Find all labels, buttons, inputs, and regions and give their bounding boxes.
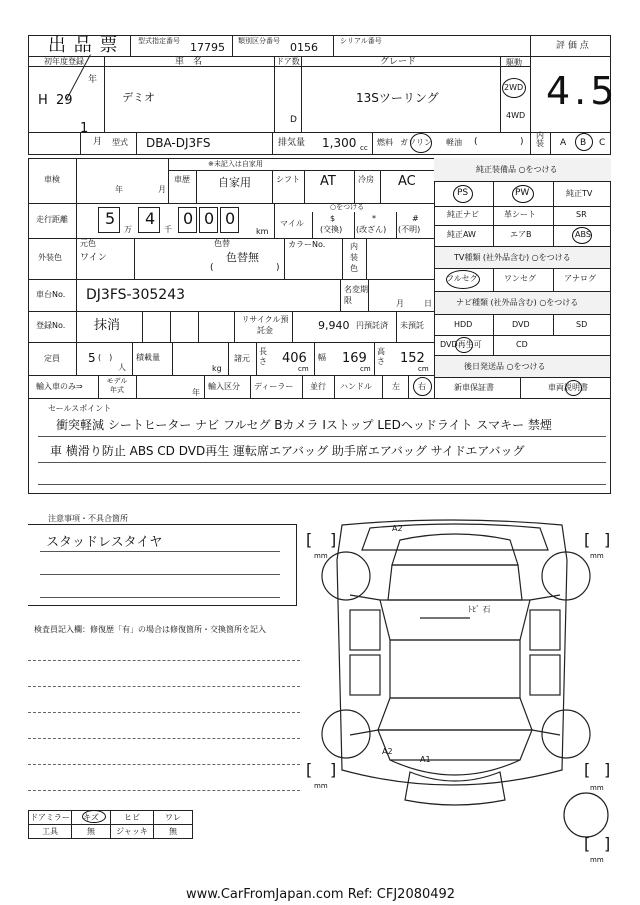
sales-line-1: 衝突軽減 シートヒーター ナビ フルセグ Bカメラ Iストップ LEDヘッドライト スマキー 禁煙	[56, 418, 552, 432]
equip-abs-circle	[572, 227, 592, 244]
dealer-label: ディーラー	[254, 382, 294, 391]
grade-label: グレード	[380, 57, 417, 67]
tread-fl-close: ]	[330, 530, 337, 549]
interior-grade-label: 内装	[536, 131, 544, 148]
model-type: DBA-DJ3FS	[146, 136, 211, 150]
ac-label: 冷房	[358, 175, 374, 184]
navi-hdd: HDD	[454, 320, 473, 329]
interior-c: C	[599, 138, 606, 148]
equip-abs: ABS	[575, 230, 591, 239]
diesel-paren-close: )	[520, 137, 524, 147]
repaint-label: 色替	[214, 239, 230, 248]
shift-value: AT	[320, 174, 336, 189]
interior-color-label: 内装色	[350, 242, 358, 273]
mileage-exchange: (交換)	[320, 225, 343, 234]
mile-label: マイル	[280, 219, 304, 228]
equip-sr: SR	[576, 210, 587, 219]
navi-cd: CD	[516, 340, 528, 349]
navi-sd: SD	[576, 320, 588, 329]
docs-manual-circle	[565, 380, 582, 396]
import-year: 年	[192, 388, 200, 397]
model-year-label: モデル年式	[106, 377, 128, 394]
navi-dvd-play: DVD再生可	[440, 340, 482, 349]
height-label: 高さ	[377, 347, 385, 366]
sales-label: セールスポイント	[48, 404, 112, 413]
equip-aw: 純正AW	[447, 230, 476, 239]
mirror-table	[28, 810, 193, 839]
inspection-month: 月	[158, 185, 166, 194]
mileage-dollar: $	[330, 214, 336, 223]
mileage-label: 走行距離	[36, 215, 68, 224]
first-reg-label: 初年度登録	[44, 57, 84, 66]
repaint-value: 色替無	[226, 251, 259, 264]
recycle-none: 未預託	[400, 321, 424, 330]
jack-value: 無	[154, 825, 193, 839]
width-value: 169	[342, 351, 367, 366]
load-label: 積載量	[136, 353, 160, 362]
mirror-scratch: キズ	[72, 811, 111, 825]
mileage-sen: 千	[164, 225, 172, 234]
tread-rl-open: [	[306, 760, 313, 779]
drive-label: 駆動	[506, 58, 522, 67]
interior-b: B	[580, 138, 587, 148]
docs-title: 後日発送品 ○をつける	[464, 362, 546, 371]
diesel-paren-open: (	[474, 137, 478, 147]
capacity-paren: ( )	[98, 353, 113, 362]
navi-dvd: DVD	[512, 320, 530, 329]
chassis-label: 車台No.	[36, 290, 66, 299]
docs-warranty: 新車保証書	[454, 383, 494, 392]
serial-label: シリアル番号	[340, 37, 382, 45]
doors-value: D	[290, 115, 297, 125]
fuel-gasoline-circle	[410, 133, 432, 153]
damage-a1: A1	[420, 755, 431, 764]
reg-value: 抹消	[94, 318, 121, 333]
exterior-label: 外装色	[38, 253, 62, 262]
height-unit: cm	[418, 365, 429, 373]
equip-ps-circle	[453, 185, 473, 203]
reg-label: 登録No.	[36, 321, 66, 330]
mileage-hash: #	[412, 214, 419, 223]
equip-navi: 純正ナビ	[447, 210, 479, 219]
mirror-crack: ヒビ	[111, 811, 154, 825]
mileage-star: *	[372, 214, 376, 223]
displacement: 1,300	[322, 136, 357, 150]
mileage-digit-4-value: 0	[204, 209, 215, 228]
tread-fr-close: ]	[604, 530, 611, 549]
tools-label: 工具	[29, 825, 72, 839]
equip-leather: 革シート	[504, 210, 536, 219]
model-type-label: 型式	[112, 138, 128, 147]
load-kg: kg	[212, 364, 222, 373]
length-unit: cm	[298, 365, 309, 373]
width-unit: cm	[360, 365, 371, 373]
grade-value: 13Sツーリング	[356, 91, 439, 105]
orig-color: ワイン	[80, 253, 107, 263]
history-label: 車歴	[174, 175, 190, 184]
tread-fl-open: [	[306, 530, 313, 549]
ac-value: AC	[398, 174, 416, 189]
tread-rr-open: [	[584, 760, 591, 779]
handle-label: ハンドル	[340, 382, 372, 391]
chassis-value: DJ3FS-305243	[86, 287, 186, 303]
equip-title: 純正装備品 ○をつける	[476, 165, 558, 174]
inspection-year: 年	[115, 185, 123, 194]
tread-fr-unit: mm	[590, 552, 604, 560]
damage-a2-top: A2	[392, 524, 403, 533]
mileage-unknown: (不明)	[398, 225, 421, 234]
damage-a2-bottom: A2	[382, 747, 393, 756]
length-label: 長さ	[259, 347, 267, 366]
handle-right: 右	[418, 382, 426, 391]
color-no-label: カラーNo.	[288, 240, 326, 249]
page-title: 出 品 票	[48, 35, 119, 56]
tread-rr-unit: mm	[590, 784, 604, 792]
height-value: 152	[400, 351, 425, 366]
parallel-label: 並行	[310, 382, 326, 391]
car-name: デミオ	[122, 91, 155, 104]
car-name-label: 車 名	[175, 57, 203, 67]
tread-rr-close: ]	[604, 760, 611, 779]
jack-label: ジャッキ	[111, 825, 154, 839]
import-label: 輸入車のみ⇒	[36, 382, 83, 391]
mileage-digit-5-value: 0	[225, 209, 236, 228]
sales-line-2: 車 横滑り防止 ABS CD DVD再生 運転席エアバッグ 助手席エアバッグ サイドエアバッグ	[50, 444, 525, 458]
tv-oneseg: ワンセグ	[504, 274, 536, 283]
equip-pw-circle	[512, 185, 534, 203]
history-value: 自家用	[218, 176, 251, 189]
model-code: 17795	[190, 41, 225, 54]
tv-analog: アナログ	[564, 274, 596, 283]
year-unit: 年	[88, 75, 98, 85]
tread-spare-close: ]	[604, 834, 611, 853]
fuel-value: ガソリン	[400, 138, 432, 147]
mirror-label: ドアミラー	[29, 811, 72, 825]
tread-spare-open: [	[584, 834, 591, 853]
notes-label: 注意事項・不具合箇所	[48, 514, 128, 523]
length-value: 406	[282, 351, 307, 366]
tv-fullseg: フルセグ	[446, 274, 478, 283]
history-note: ※未記入は自家用	[208, 160, 263, 168]
tread-rl-close: ]	[330, 760, 337, 779]
tread-rl-unit: mm	[314, 782, 328, 790]
recycle-unit: 円預託済	[356, 321, 388, 330]
tread-fl-unit: mm	[314, 552, 328, 560]
class-code-label: 類別区分番号	[238, 37, 280, 45]
mileage-km: km	[256, 227, 269, 236]
equip-pw: PW	[515, 188, 530, 198]
mileage-digit-2-value: 4	[145, 209, 156, 228]
mileage-altered: (改ざん)	[356, 225, 387, 234]
interior-b-circle	[575, 133, 593, 151]
dims-label: 諸元	[234, 354, 250, 363]
orig-color-label: 元色	[80, 239, 96, 248]
mileage-man: 万	[124, 225, 132, 234]
era: H	[38, 93, 48, 108]
handle-right-circle	[413, 377, 432, 396]
mirror-break: ワレ	[154, 811, 193, 825]
tv-title: TV種類 (社外品含む) ○をつける	[454, 253, 571, 262]
expiry-day: 日	[424, 299, 432, 308]
equip-tv: 純正TV	[566, 189, 593, 198]
shift-label: シフト	[276, 175, 300, 184]
tread-spare-unit: mm	[590, 856, 604, 864]
inspection-label: 車検	[44, 175, 60, 184]
drive-4wd: 4WD	[506, 111, 526, 120]
mileage-circle-note: ○をつける	[330, 203, 365, 211]
recycle-value: 9,940	[318, 319, 350, 332]
evaluation-score: 4.5	[546, 69, 619, 113]
capacity-value: 5	[88, 351, 96, 365]
capacity-unit: 人	[118, 363, 126, 372]
displacement-unit: cc	[360, 144, 368, 152]
interior-a: A	[560, 138, 567, 148]
repaint-open: (	[210, 263, 214, 273]
year-number: 29	[56, 93, 73, 108]
diesel-label: 軽油	[446, 138, 462, 147]
mirror-scratch-circle	[82, 810, 106, 823]
tread-fr-open: [	[584, 530, 591, 549]
import-class-label: 輸入区分	[208, 382, 240, 391]
expiry-month: 月	[396, 299, 404, 308]
drive-2wd-circle	[502, 78, 526, 98]
navi-title: ナビ種類 (社外品含む) ○をつける	[456, 298, 579, 307]
capacity-label: 定員	[44, 354, 60, 363]
handle-left: 左	[392, 382, 400, 391]
mileage-digit-3-value: 0	[183, 209, 194, 228]
displacement-label: 排気量	[278, 138, 306, 148]
footer-ref: www.CarFromJapan.com Ref: CFJ2080492	[186, 887, 456, 902]
doors-label: ドア数	[276, 57, 300, 66]
equip-ps: PS	[457, 188, 469, 198]
expiry-label: 名変期限	[344, 285, 368, 305]
navi-dvd-play-circle	[455, 337, 473, 353]
width-label: 幅	[318, 353, 326, 362]
tv-fullseg-circle	[446, 270, 480, 289]
damage-windshield: ﾄﾋﾞ 石	[468, 605, 491, 614]
class-code: 0156	[290, 41, 318, 54]
grade-score-label: 評 価 点	[556, 41, 589, 51]
fuel-label: 燃料	[377, 138, 393, 147]
equip-airbag: エアB	[510, 230, 532, 239]
recycle-label: リサイクル預託金	[241, 315, 289, 335]
docs-manual: 車両説明書	[548, 383, 588, 392]
model-code-label: 型式指定番号	[138, 37, 180, 45]
mileage-digit-1-value: 5	[105, 209, 116, 228]
month-number: 1	[80, 121, 89, 136]
drive-2wd: 2WD	[504, 83, 524, 92]
inspector-label: 検査員記入欄：修復歴「有」の場合は修復箇所・交換箇所を記入	[34, 625, 266, 634]
repaint-close: )	[276, 263, 280, 273]
tools-value: 無	[72, 825, 111, 839]
notes-line-1: スタッドレスタイヤ	[46, 535, 163, 550]
month-unit: 月	[93, 137, 103, 147]
